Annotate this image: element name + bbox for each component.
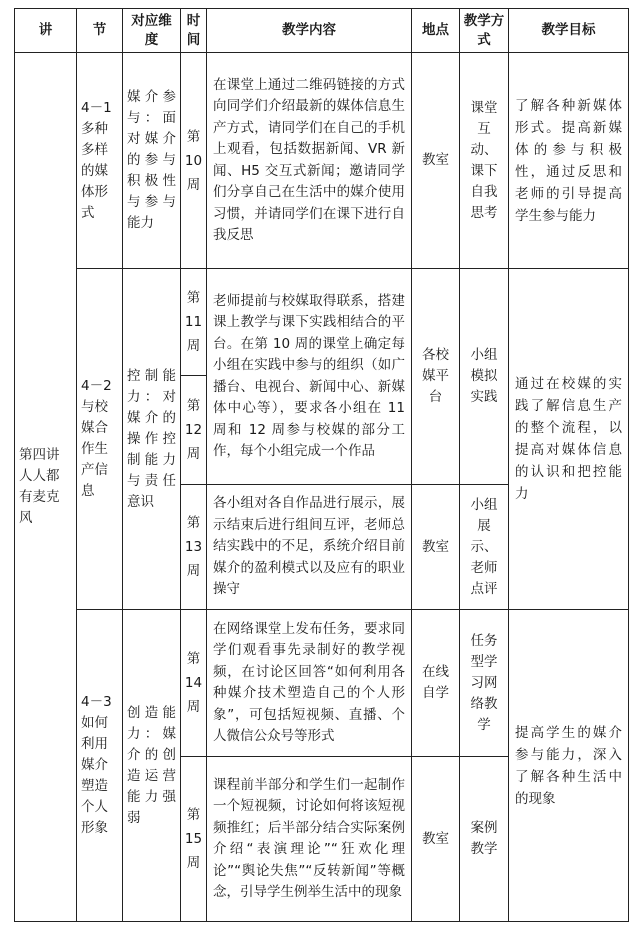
header-row	[15, 9, 629, 53]
location-cell: 教室	[412, 53, 460, 269]
week-cell: 第13周	[181, 485, 207, 610]
header-lecture: 讲	[15, 9, 77, 53]
header-dimension: 对应维度	[123, 9, 181, 53]
section-dimension: 控制能力：对媒介的操作控制能力与责任意识	[123, 269, 181, 610]
section-title: 4－3如何利用媒介塑造个人形象	[77, 610, 123, 922]
section-dimension: 创造能力：媒介的创造运营能力强弱	[123, 610, 181, 922]
header-method: 教学方式	[460, 9, 509, 53]
goal-cell: 提高学生的媒介参与能力，深入了解各种生活中的现象	[509, 610, 629, 922]
section-title: 4－1多种多样的媒体形式	[77, 53, 123, 269]
goal-cell: 通过在校媒的实践了解信息生产的整个流程，以提高对媒体信息的认识和把控能力	[509, 269, 629, 610]
content-cell: 老师提前与校媒取得联系，搭建课上教学与课下实践相结合的平台。在第 10 周的课堂上确定每小组在实践中参与的组织（如广播台、电视台、新闻中心、新媒体中心等），要求各小组在 11 周和 12 周参与校媒的部分工作，每个小组完成一个作品	[207, 269, 412, 485]
location-cell: 各校媒平台	[412, 269, 460, 485]
curriculum-table-wrapper	[14, 8, 629, 922]
method-cell: 课堂互动、课下自我思考	[460, 53, 509, 269]
content-cell: 在课堂上通过二维码链接的方式向同学们介绍最新的媒体信息生产方式，请同学们在自己的手机上观看，包括数据新闻、VR 新闻、H5 交互式新闻；邀请同学们分享自己在生活中的媒介使用习惯，并请同学们在课下进行自我反思	[207, 53, 412, 269]
location-cell: 在线自学	[412, 610, 460, 757]
week-cell: 第11周	[181, 269, 207, 376]
location-cell: 教室	[412, 485, 460, 610]
header-location: 地点	[412, 9, 460, 53]
week-cell: 第12周	[181, 376, 207, 485]
header-goal: 教学目标	[509, 9, 629, 53]
section-dimension: 媒介参与：面对媒介的参与积极性与参与能力	[123, 53, 181, 269]
method-cell: 小组模拟实践	[460, 269, 509, 485]
content-cell: 在网络课堂上发布任务，要求同学们观看事先录制好的教学视频，在讨论区回答“如何利用各种媒介技术塑造自己的个人形象”，可包括短视频、直播、个人微信公众号等形式	[207, 610, 412, 757]
goal-cell: 了解各种新媒体形式。提高新媒体的参与积极性，通过反思和老师的引导提高学生参与能力	[509, 53, 629, 269]
header-time: 时间	[181, 9, 207, 53]
table-row	[15, 610, 629, 757]
header-content: 教学内容	[207, 9, 412, 53]
method-cell: 小组展示、老师点评	[460, 485, 509, 610]
table-row	[15, 53, 629, 269]
location-cell: 教室	[412, 757, 460, 922]
week-cell: 第10周	[181, 53, 207, 269]
method-cell: 案例教学	[460, 757, 509, 922]
section-title: 4－2与校媒合作生产信息	[77, 269, 123, 610]
header-section: 节	[77, 9, 123, 53]
method-cell: 任务型学习网络教学	[460, 610, 509, 757]
lecture-cell: 第四讲人人都有麦克风	[15, 53, 77, 922]
curriculum-table	[14, 8, 629, 922]
content-cell: 各小组对各自作品进行展示，展示结束后进行组间互评，老师总结实践中的不足，系统介绍目前媒介的盈利模式以及应有的职业操守	[207, 485, 412, 610]
week-cell: 第15周	[181, 757, 207, 922]
table-row	[15, 269, 629, 376]
content-cell: 课程前半部分和学生们一起制作一个短视频，讨论如何将该短视频推红；后半部分结合实际案例介绍“表演理论”“狂欢化理论”“舆论失焦”“反转新闻”等概念，引导学生例举生活中的现象	[207, 757, 412, 922]
week-cell: 第14周	[181, 610, 207, 757]
